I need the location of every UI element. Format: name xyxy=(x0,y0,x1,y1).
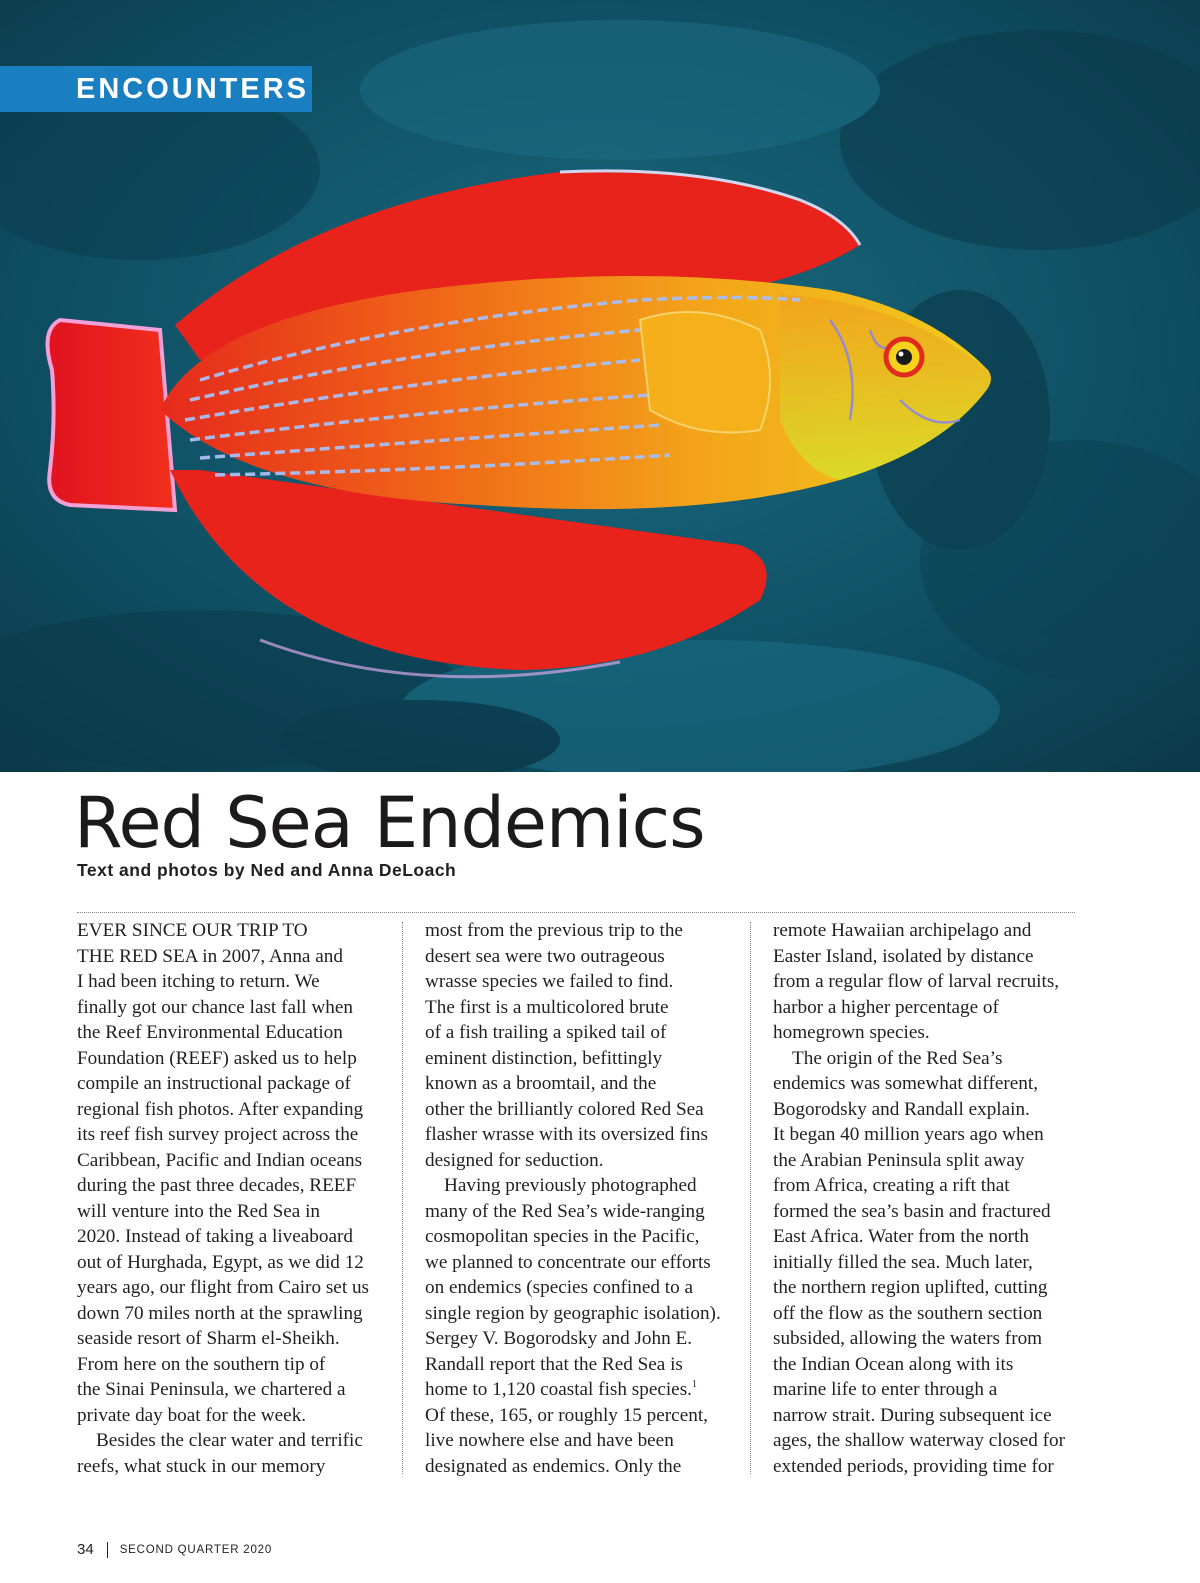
body-text-line xyxy=(77,1326,387,1352)
body-text-line xyxy=(77,1301,387,1327)
body-text: most from the previous trip to the xyxy=(425,920,683,941)
body-text: the Indian Ocean along with its xyxy=(773,1353,1014,1375)
body-text-line xyxy=(425,944,735,970)
body-text-line xyxy=(77,1148,387,1174)
body-text: I had been itching to return. We xyxy=(77,971,320,992)
body-text: wrasse species we failed to find. xyxy=(425,971,674,992)
section-tag: ENCOUNTERS xyxy=(0,66,312,112)
body-text-line xyxy=(425,1199,735,1225)
body-text: of a fish trailing a spiked tail of xyxy=(425,1022,667,1043)
body-text-line xyxy=(77,1046,387,1072)
body-text-line xyxy=(773,1097,1085,1123)
body-text: flasher wrasse with its oversized fins xyxy=(425,1124,708,1145)
body-text-line xyxy=(425,995,735,1021)
page-number: 34 xyxy=(77,1541,94,1558)
body-text-line xyxy=(425,1326,735,1352)
body-text-line xyxy=(425,1352,735,1378)
article-headline: Red Sea Endemics xyxy=(74,782,705,864)
body-text-line xyxy=(77,1071,387,1097)
body-text-line xyxy=(77,944,387,970)
body-text: regional fish photos. After expanding xyxy=(77,1098,364,1120)
body-text-line xyxy=(773,1454,1085,1480)
body-text: remote Hawaiian archipelago and xyxy=(773,920,1032,941)
body-text-line xyxy=(77,1377,387,1403)
body-text: will venture into the Red Sea in xyxy=(77,1200,320,1222)
body-text: formed the sea’s basin and fractured xyxy=(773,1200,1051,1222)
body-text-line xyxy=(773,1275,1085,1301)
body-text: It began 40 million years ago when xyxy=(773,1124,1044,1145)
body-text: home to 1,120 coastal fish species. xyxy=(425,1379,692,1400)
body-text: the Sinai Peninsula, we chartered a xyxy=(77,1379,346,1400)
article-byline: Text and photos by Ned and Anna DeLoach xyxy=(77,860,457,880)
body-text: the Arabian Peninsula split away xyxy=(773,1149,1025,1171)
body-text: from a regular flow of larval recruits, xyxy=(773,971,1060,992)
body-text-line xyxy=(77,1224,387,1250)
body-text: narrow strait. During subsequent ice xyxy=(773,1404,1052,1426)
body-text-line xyxy=(773,1403,1085,1429)
body-text: Foundation (REEF) asked us to help xyxy=(77,1047,357,1069)
body-text-line xyxy=(77,995,387,1021)
body-text: desert sea were two outrageous xyxy=(425,945,665,967)
body-text: cosmopolitan species in the Pacific, xyxy=(425,1226,700,1247)
body-text-line xyxy=(77,1020,387,1046)
body-text-line xyxy=(77,969,387,995)
body-text-line xyxy=(773,1020,1085,1046)
body-text-line xyxy=(425,1122,735,1148)
body-text-line xyxy=(77,1428,387,1454)
body-text: initially filled the sea. Much later, xyxy=(773,1251,1033,1273)
body-text-line xyxy=(773,918,1085,944)
body-text: on endemics (species confined to a xyxy=(425,1277,693,1298)
body-text-line xyxy=(77,1173,387,1199)
body-text: Caribbean, Pacific and Indian oceans xyxy=(77,1149,363,1171)
body-text: homegrown species. xyxy=(773,1022,930,1043)
body-text-line xyxy=(773,1352,1085,1378)
body-text-line xyxy=(773,1199,1085,1225)
body-text: Bogorodsky and Randall explain. xyxy=(773,1098,1030,1120)
body-text: extended periods, providing time for xyxy=(773,1455,1054,1477)
body-text: From here on the southern tip of xyxy=(77,1353,326,1375)
body-text-line xyxy=(773,944,1085,970)
body-text: Sergey V. Bogorodsky and John E. xyxy=(425,1328,693,1349)
body-text: eminent distinction, befittingly xyxy=(425,1047,663,1069)
body-text-line xyxy=(425,1097,735,1123)
body-text: reefs, what stuck in our memory xyxy=(77,1455,326,1477)
dotted-divider xyxy=(77,912,1075,913)
body-text-line xyxy=(425,1224,735,1250)
body-text: The first is a multicolored brute xyxy=(425,996,669,1018)
body-text-line xyxy=(425,1148,735,1174)
body-text: East Africa. Water from the north xyxy=(773,1226,1029,1247)
column-divider xyxy=(750,922,751,1474)
body-text-line xyxy=(773,1148,1085,1174)
body-text-line xyxy=(77,1352,387,1378)
hero-photo xyxy=(0,0,1200,772)
body-text: The origin of the Red Sea’s xyxy=(792,1047,1003,1069)
body-text: other the brilliantly colored Red Sea xyxy=(425,1098,704,1120)
body-text-line xyxy=(425,1173,735,1199)
body-text-line xyxy=(425,1377,735,1403)
body-text: private day boat for the week. xyxy=(77,1404,307,1426)
body-text-line xyxy=(425,1454,735,1480)
body-text-line xyxy=(77,1403,387,1429)
issue-label: SECOND QUARTER 2020 xyxy=(119,1543,273,1556)
body-text: we planned to concentrate our efforts xyxy=(425,1251,711,1273)
body-text-line xyxy=(773,1071,1085,1097)
body-text-line xyxy=(773,1428,1085,1454)
body-text-line xyxy=(773,1377,1085,1403)
body-text-line xyxy=(425,1275,735,1301)
body-text: the northern region uplifted, cutting xyxy=(773,1277,1048,1298)
body-text-line xyxy=(425,918,735,944)
body-text: out of Hurghada, Egypt, as we did 12 xyxy=(77,1251,364,1273)
body-text-line xyxy=(77,1250,387,1276)
body-text: off the flow as the southern section xyxy=(773,1302,1043,1324)
body-text-line xyxy=(425,1250,735,1276)
text-column-3 xyxy=(773,918,1085,1479)
body-text: during the past three decades, REEF xyxy=(77,1175,357,1196)
body-text: Besides the clear water and terrific xyxy=(96,1430,363,1451)
body-text-line xyxy=(773,1224,1085,1250)
body-text-line xyxy=(773,969,1085,995)
body-text: endemics was somewhat different, xyxy=(773,1073,1038,1094)
body-text-line xyxy=(773,995,1085,1021)
body-text: down 70 miles north at the sprawling xyxy=(77,1302,363,1324)
body-text: designed for seduction. xyxy=(425,1149,604,1171)
body-text: Randall report that the Red Sea is xyxy=(425,1353,683,1375)
body-text-line xyxy=(77,1122,387,1148)
body-text: THE RED SEA in 2007, Anna and xyxy=(77,945,343,967)
body-text: known as a broomtail, and the xyxy=(425,1073,657,1094)
column-divider xyxy=(402,922,403,1474)
body-text-line xyxy=(425,1020,735,1046)
body-text-line xyxy=(77,1275,387,1301)
page-footer xyxy=(77,1541,272,1558)
body-text-line xyxy=(77,918,387,944)
body-text: ages, the shallow waterway closed for xyxy=(773,1430,1065,1451)
body-text-line xyxy=(425,1428,735,1454)
body-text: subsided, allowing the waters from xyxy=(773,1328,1043,1349)
body-text-line xyxy=(773,1250,1085,1276)
body-text: marine life to enter through a xyxy=(773,1379,998,1400)
body-text-line xyxy=(77,1097,387,1123)
body-text: years ago, our flight from Cairo set us xyxy=(77,1277,370,1298)
body-text-line xyxy=(773,1173,1085,1199)
body-text: live nowhere else and have been xyxy=(425,1430,674,1451)
body-text-line xyxy=(77,1199,387,1225)
body-text: from Africa, creating a rift that xyxy=(773,1175,1010,1196)
body-text: 2020. Instead of taking a liveaboard xyxy=(77,1226,353,1247)
body-text: Easter Island, isolated by distance xyxy=(773,945,1034,967)
body-text: seaside resort of Sharm el-Sheikh. xyxy=(77,1328,340,1349)
body-text-line xyxy=(77,1454,387,1480)
body-text: designated as endemics. Only the xyxy=(425,1455,682,1477)
body-text: compile an instructional package of xyxy=(77,1073,351,1094)
footer-separator xyxy=(107,1542,108,1558)
body-text: Of these, 165, or roughly 15 percent, xyxy=(425,1404,708,1426)
body-text-line xyxy=(773,1326,1085,1352)
body-text-line xyxy=(425,1046,735,1072)
body-text: EVER SINCE OUR TRIP TO xyxy=(77,920,308,941)
text-column-1 xyxy=(77,918,387,1479)
text-column-2 xyxy=(425,918,735,1479)
body-text: single region by geographic isolation). xyxy=(425,1302,721,1324)
body-text-line xyxy=(773,1046,1085,1072)
body-text: finally got our chance last fall when xyxy=(77,996,353,1018)
body-text: harbor a higher percentage of xyxy=(773,996,999,1018)
body-text-line xyxy=(773,1301,1085,1327)
body-text: Having previously photographed xyxy=(444,1175,697,1196)
body-text: its reef fish survey project across the xyxy=(77,1124,359,1145)
body-text-line xyxy=(425,1301,735,1327)
body-text-line xyxy=(425,1403,735,1429)
flasher-wrasse-photo xyxy=(0,0,1200,772)
body-text-line xyxy=(425,969,735,995)
footnote-marker: 1 xyxy=(691,1379,697,1390)
body-text: the Reef Environmental Education xyxy=(77,1022,343,1043)
body-text-line xyxy=(425,1071,735,1097)
body-text-line xyxy=(773,1122,1085,1148)
body-text: many of the Red Sea’s wide-ranging xyxy=(425,1200,705,1222)
